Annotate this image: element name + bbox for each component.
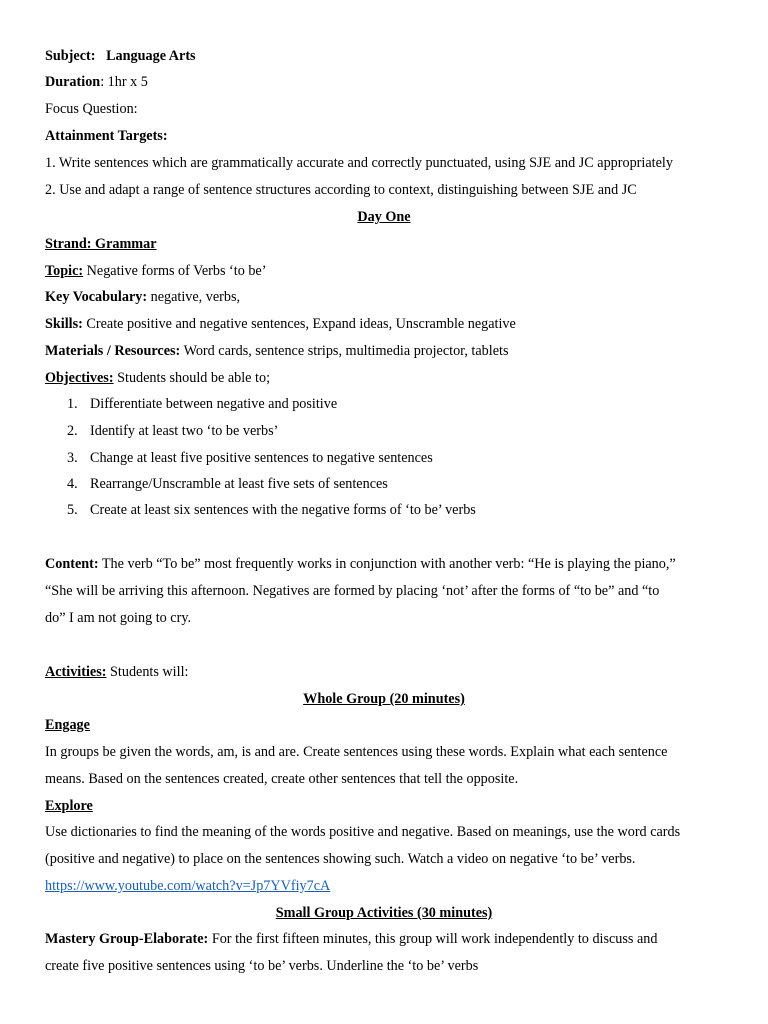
strand-heading: Strand: Grammar — [45, 236, 157, 252]
list-item-text: Identify at least two ‘to be verbs’ — [90, 423, 279, 439]
mastery-line — [45, 929, 657, 949]
attainment-target-item: 1. Write sentences which are grammatically accurate and correctly punctuated, using SJE and JC appropriately — [45, 155, 673, 171]
whole-group-heading: Whole Group (20 minutes) — [303, 691, 465, 707]
explore-text: Use dictionaries to find the meaning of the words positive and negative. Based on meanings, use the word cards — [45, 824, 681, 840]
engage-text: In groups be given the words, am, is and are. Create sentences using these words. Explain what each sentence — [45, 744, 668, 760]
day-heading: Day One — [357, 209, 411, 225]
materials-label: Materials / Resources: — [45, 343, 181, 359]
materials-line — [45, 341, 508, 361]
content-line — [45, 554, 676, 574]
content-line: “She will be arriving this afternoon. Negatives are formed by placing ‘not’ after the forms of “to be” and “to — [45, 583, 660, 599]
video-link[interactable]: https://www.youtube.com/watch?v=Jp7YVfiy7cA — [45, 878, 331, 894]
small-group-heading: Small Group Activities (30 minutes) — [275, 905, 493, 921]
skills-label: Skills: — [45, 316, 83, 332]
key-vocabulary-line — [45, 287, 240, 307]
duration-label: Duration — [45, 74, 101, 90]
list-item-text: Differentiate between negative and positive — [90, 396, 338, 412]
content-text: The verb “To be” most frequently works in conjunction with another verb: “He is playing the piano,” — [98, 556, 676, 572]
list-item-text: Rearrange/Unscramble at least five sets of sentences — [90, 476, 388, 492]
duration-value: : 1hr x 5 — [100, 74, 148, 90]
video-link-line — [45, 876, 330, 896]
attainment-targets-label: Attainment Targets: — [45, 128, 168, 144]
explore-text: (positive and negative) to place on the sentences showing such. Watch a video on negative ‘to be’ verbs. — [45, 851, 636, 867]
skills-line — [45, 314, 516, 334]
objectives-line — [45, 368, 270, 388]
attainment-target-item: 2. Use and adapt a range of sentence structures according to context, distinguishing between SJE and JC — [45, 182, 637, 198]
focus-question: Focus Question: — [45, 101, 138, 117]
list-item-text: Change at least five positive sentences to negative sentences — [90, 450, 433, 466]
list-item-number: 5. — [67, 502, 78, 518]
topic-line — [45, 261, 266, 281]
duration-line — [45, 72, 148, 92]
topic-value: Negative forms of Verbs ‘to be’ — [83, 263, 267, 279]
engage-text: means. Based on the sentences created, create other sentences that tell the opposite. — [45, 771, 519, 787]
materials-value: Word cards, sentence strips, multimedia projector, tablets — [180, 343, 509, 359]
skills-value: Create positive and negative sentences, Expand ideas, Unscramble negative — [82, 316, 516, 332]
list-item-number: 4. — [67, 476, 78, 492]
list-item-number: 2. — [67, 423, 78, 439]
engage-heading: Engage — [45, 717, 90, 733]
explore-heading: Explore — [45, 798, 93, 814]
key-vocabulary-value: negative, verbs, — [147, 289, 241, 305]
list-item-text: Create at least six sentences with the negative forms of ‘to be’ verbs — [90, 502, 476, 518]
activities-line — [45, 662, 188, 682]
content-line: do” I am not going to cry. — [45, 610, 192, 626]
list-item-number: 1. — [67, 396, 78, 412]
list-item-number: 3. — [67, 450, 78, 466]
subject-value: Language Arts — [106, 48, 196, 64]
activities-value: Students will: — [106, 664, 189, 680]
mastery-text: For the first fifteen minutes, this group will work independently to discuss and — [208, 931, 658, 947]
subject-line — [45, 46, 196, 66]
content-label: Content: — [45, 556, 99, 572]
mastery-label: Mastery Group-Elaborate: — [45, 931, 209, 947]
objectives-label: Objectives: — [45, 370, 114, 386]
subject-label: Subject: — [45, 48, 96, 64]
mastery-text: create five positive sentences using ‘to be’ verbs. Underline the ‘to be’ verbs — [45, 958, 479, 974]
objectives-intro: Students should be able to; — [113, 370, 271, 386]
topic-label: Topic: — [45, 263, 84, 279]
key-vocabulary-label: Key Vocabulary: — [45, 289, 148, 305]
activities-label: Activities: — [45, 664, 107, 680]
